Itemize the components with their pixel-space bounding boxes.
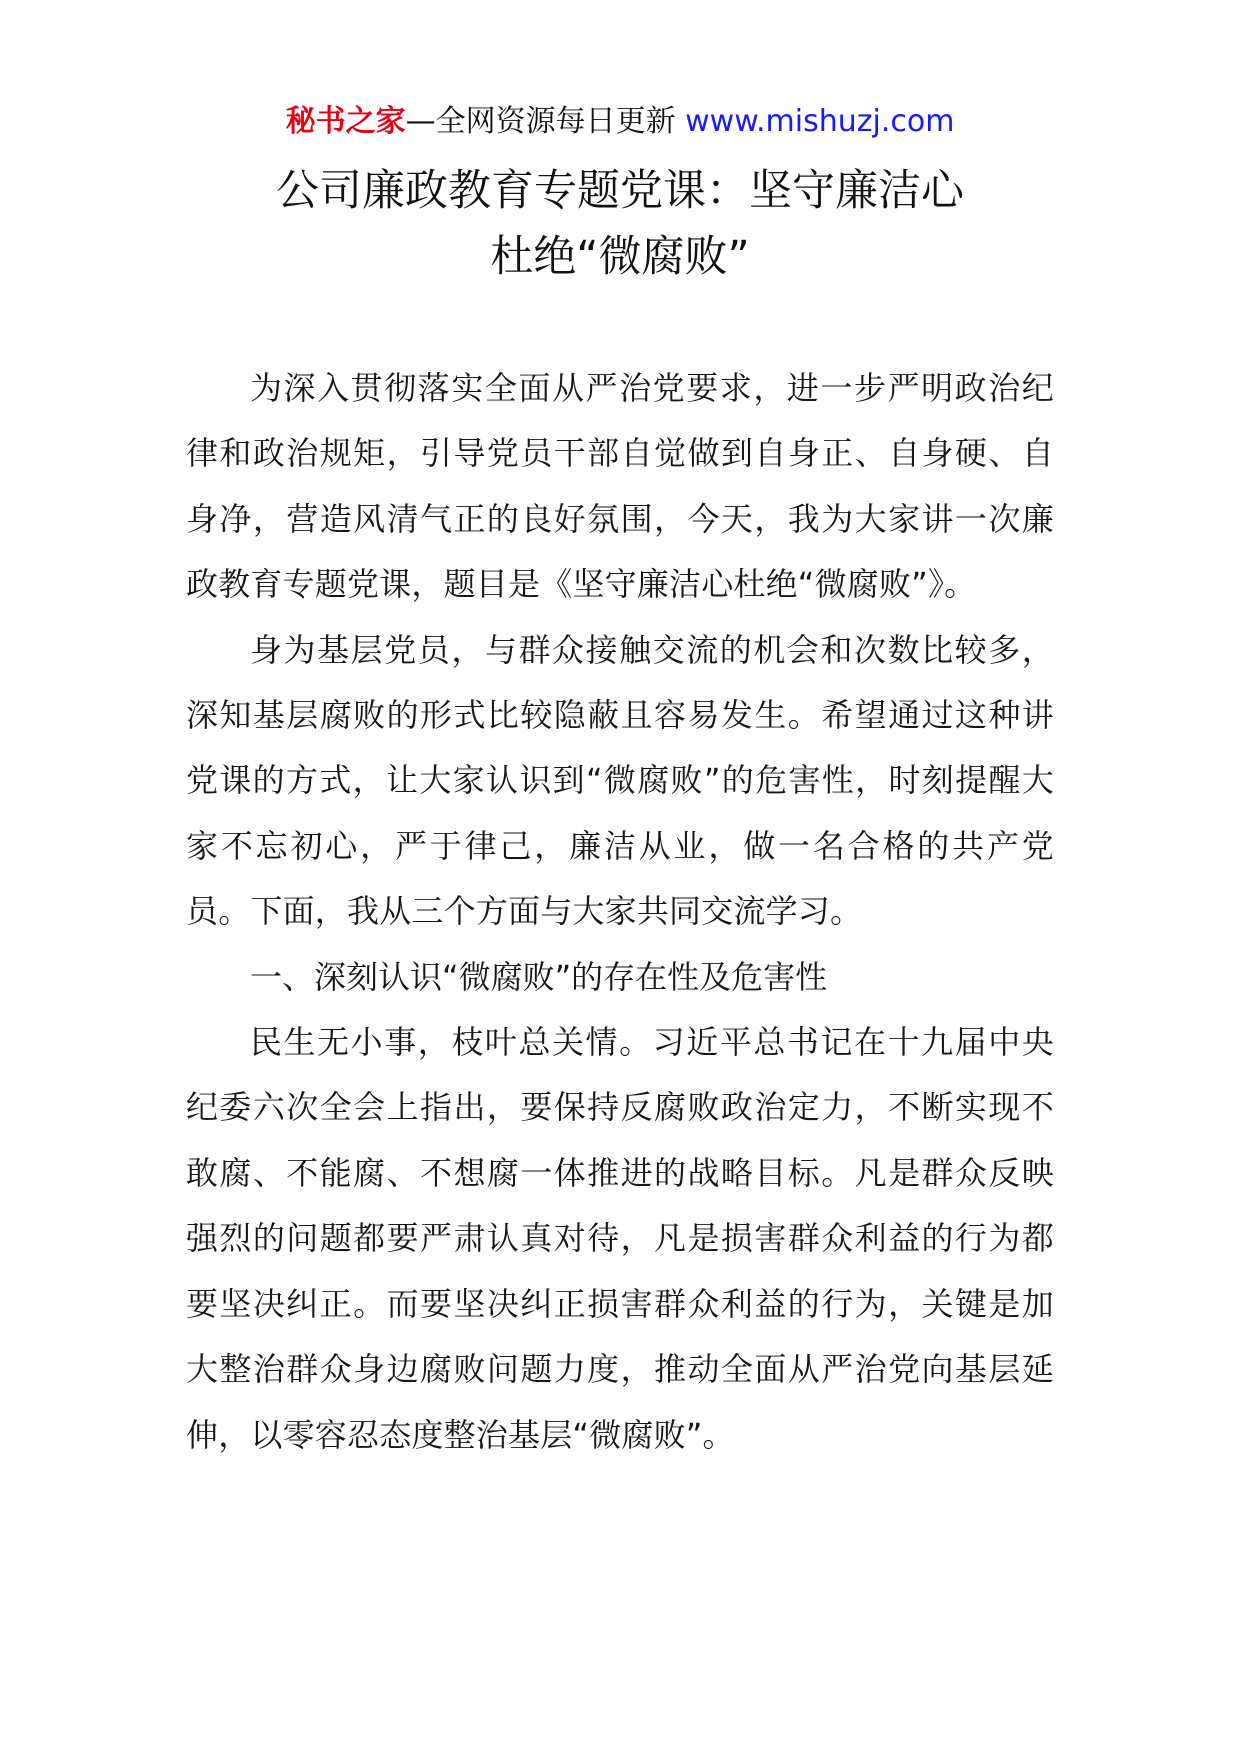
document-body <box>186 356 1054 1468</box>
banner-brand: 秘书之家 <box>285 104 406 139</box>
paragraph-section-1: 民生无小事，枝叶总关情。习近平总书记在十九届中央纪委六次全会上指出，要保持反腐败政治定力，不断实现不敢腐、不能腐、不想腐一体推进的战略目标。凡是群众反映强烈的问题都要严肃认真对待，凡是损害群众利益的行为都要坚决纠正。而要坚决纠正损害群众利益的行为，关键是加大整治群众身边腐败问题力度，推动全面从严治党向基层延伸，以零容忍态度整治基层“微腐败”。 <box>186 1023 1054 1454</box>
banner-tagline: —全网资源每日更新 <box>405 104 686 139</box>
title-line-2: 杜绝“微腐败” <box>490 232 750 282</box>
title-line-1: 公司廉政教育专题党课：坚守廉洁心 <box>276 166 964 216</box>
paragraph-purpose: 身为基层党员，与群众接触交流的机会和次数比较多，深知基层腐败的形式比较隐蔽且容易发生。希望通过这种讲党课的方式，让大家认识到“微腐败”的危害性，时刻提醒大家不忘初心，严于律己，廉洁从业，做一名合格的共产党员。下面，我从三个方面与大家共同交流学习。 <box>186 630 1054 931</box>
section-heading-1: 一、深刻认识“微腐败”的存在性及危害性 <box>250 957 828 996</box>
banner-url-link[interactable]: www.mishuzj.com <box>685 104 955 139</box>
paragraph-intro: 为深入贯彻落实全面从严治党要求，进一步严明政治纪律和政治规矩，引导党员干部自觉做到自身正、自身硬、自身净，营造风清气正的良好氛围，今天，我为大家讲一次廉政教育专题党课，题目是《坚守廉洁心杜绝“微腐败”》。 <box>186 369 1054 604</box>
site-banner <box>0 102 1240 142</box>
document-title <box>0 158 1240 290</box>
